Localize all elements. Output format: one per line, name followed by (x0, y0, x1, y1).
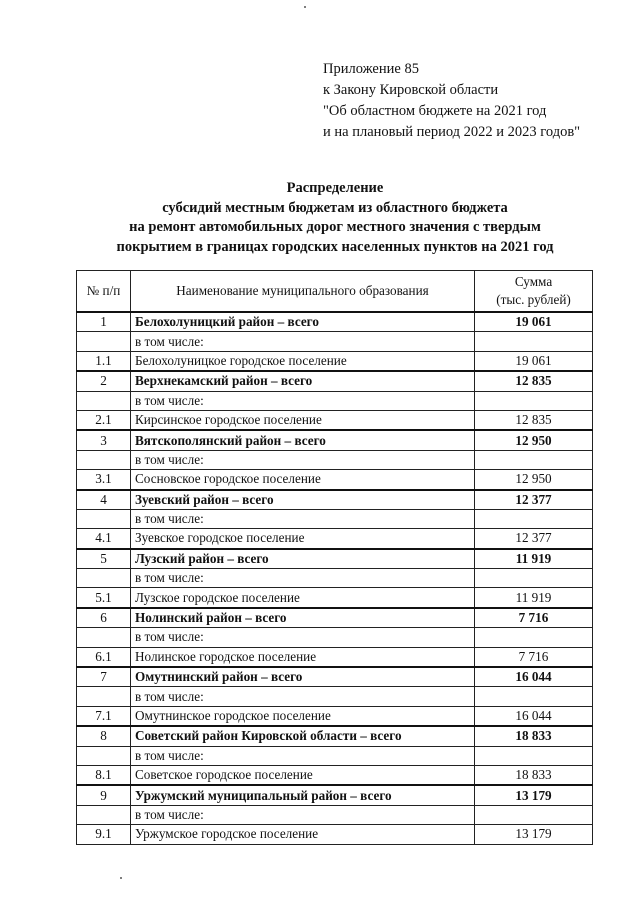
row-number: 1 (77, 312, 131, 332)
row-sum: 19 061 (475, 312, 593, 332)
row-sum (475, 569, 593, 588)
row-name: в том числе: (131, 450, 475, 469)
table-row (77, 509, 593, 528)
row-sum: 13 179 (475, 825, 593, 844)
row-number (77, 450, 131, 469)
header-sum-label: Сумма (514, 274, 553, 289)
table-body (77, 312, 593, 844)
row-number: 1.1 (77, 351, 131, 371)
table-row (77, 470, 593, 490)
table-row (77, 687, 593, 706)
row-sum (475, 687, 593, 706)
row-sum (475, 746, 593, 765)
row-sum: 12 377 (475, 529, 593, 549)
header-sum-unit: (тыс. рублей) (496, 292, 571, 307)
row-sum: 12 950 (475, 430, 593, 450)
table-row (77, 371, 593, 391)
row-sum: 7 716 (475, 608, 593, 628)
table-row (77, 805, 593, 824)
table-row (77, 391, 593, 410)
row-name: Лузское городское поселение (131, 588, 475, 608)
row-name: Кирсинское городское поселение (131, 410, 475, 430)
row-number (77, 391, 131, 410)
row-name: Советское городское поселение (131, 765, 475, 785)
title-line: покрытием в границах городских населенных пунктов на 2021 год (116, 238, 554, 255)
row-name: в том числе: (131, 332, 475, 351)
appendix-line: "Об областном бюджете на 2021 год (323, 103, 547, 119)
table-row (77, 765, 593, 785)
document-title (30, 179, 640, 257)
row-name: Белохолуницкое городское поселение (131, 351, 475, 371)
table-row (77, 410, 593, 430)
row-sum: 12 377 (475, 490, 593, 510)
row-number: 9 (77, 785, 131, 805)
row-number: 7.1 (77, 706, 131, 726)
row-number: 2 (77, 371, 131, 391)
row-sum: 16 044 (475, 706, 593, 726)
table-row (77, 332, 593, 351)
row-sum: 12 950 (475, 470, 593, 490)
row-sum (475, 391, 593, 410)
row-name: Омутнинский район – всего (131, 667, 475, 687)
header-sum (475, 271, 593, 313)
row-name: в том числе: (131, 628, 475, 647)
row-number (77, 509, 131, 528)
row-name: в том числе: (131, 687, 475, 706)
table-row (77, 746, 593, 765)
row-name: Лузский район – всего (131, 549, 475, 569)
row-name: Вятскополянский район – всего (131, 430, 475, 450)
table-row (77, 628, 593, 647)
row-name: Нолинское городское поселение (131, 647, 475, 667)
scan-speck (304, 6, 306, 8)
title-line: Распределение (286, 180, 384, 196)
row-name: Зуевское городское поселение (131, 529, 475, 549)
appendix-line: к Закону Кировской области (323, 82, 499, 98)
table-row (77, 529, 593, 549)
row-name: Зуевский район – всего (131, 490, 475, 510)
row-number: 8 (77, 726, 131, 746)
table-row (77, 351, 593, 371)
row-sum: 18 833 (475, 765, 593, 785)
row-name: Белохолуницкий район – всего (131, 312, 475, 332)
row-number: 6.1 (77, 647, 131, 667)
row-number: 5 (77, 549, 131, 569)
row-number (77, 332, 131, 351)
table-row (77, 726, 593, 746)
table-row (77, 785, 593, 805)
appendix-block (323, 59, 580, 143)
table-row (77, 312, 593, 332)
table-row (77, 647, 593, 667)
row-number (77, 746, 131, 765)
row-sum: 19 061 (475, 351, 593, 371)
subsidies-table (76, 270, 593, 845)
row-sum: 12 835 (475, 371, 593, 391)
row-sum: 11 919 (475, 549, 593, 569)
row-name: Уржумское городское поселение (131, 825, 475, 844)
row-sum: 16 044 (475, 667, 593, 687)
row-sum (475, 332, 593, 351)
table-row (77, 706, 593, 726)
table-row (77, 569, 593, 588)
row-number (77, 687, 131, 706)
table-row (77, 450, 593, 469)
row-name: Советский район Кировской области – всего (131, 726, 475, 746)
row-name: в том числе: (131, 569, 475, 588)
row-name: в том числе: (131, 509, 475, 528)
row-number: 4.1 (77, 529, 131, 549)
row-name: Уржумский муниципальный район – всего (131, 785, 475, 805)
header-number: № п/п (77, 271, 131, 313)
row-sum: 18 833 (475, 726, 593, 746)
row-number: 3.1 (77, 470, 131, 490)
title-line: на ремонт автомобильных дорог местного значения с твердым (129, 219, 541, 235)
row-number: 6 (77, 608, 131, 628)
table-row (77, 667, 593, 687)
scan-speck (120, 877, 122, 879)
row-sum (475, 450, 593, 469)
row-number (77, 569, 131, 588)
row-name: Нолинский район – всего (131, 608, 475, 628)
row-sum: 7 716 (475, 647, 593, 667)
table-row (77, 608, 593, 628)
row-number: 3 (77, 430, 131, 450)
row-number: 9.1 (77, 825, 131, 844)
row-name: в том числе: (131, 805, 475, 824)
row-name: в том числе: (131, 391, 475, 410)
row-name: Сосновское городское поселение (131, 470, 475, 490)
table-header-row (77, 271, 593, 313)
row-sum (475, 805, 593, 824)
table-row (77, 490, 593, 510)
table-row (77, 549, 593, 569)
row-number (77, 805, 131, 824)
row-sum: 12 835 (475, 410, 593, 430)
row-sum (475, 509, 593, 528)
row-name: Верхнекамский район – всего (131, 371, 475, 391)
row-name: в том числе: (131, 746, 475, 765)
table-row (77, 430, 593, 450)
title-line: субсидий местным бюджетам из областного бюджета (162, 199, 508, 216)
row-sum: 11 919 (475, 588, 593, 608)
row-sum: 13 179 (475, 785, 593, 805)
row-sum (475, 628, 593, 647)
row-number: 4 (77, 490, 131, 510)
table-row (77, 825, 593, 844)
header-name: Наименование муниципального образования (131, 271, 475, 313)
row-number: 5.1 (77, 588, 131, 608)
appendix-line: и на плановый период 2022 и 2023 годов" (323, 124, 581, 140)
row-number: 2.1 (77, 410, 131, 430)
appendix-line: Приложение 85 (323, 61, 419, 77)
row-number (77, 628, 131, 647)
row-name: Омутнинское городское поселение (131, 706, 475, 726)
row-number: 8.1 (77, 765, 131, 785)
table-row (77, 588, 593, 608)
row-number: 7 (77, 667, 131, 687)
